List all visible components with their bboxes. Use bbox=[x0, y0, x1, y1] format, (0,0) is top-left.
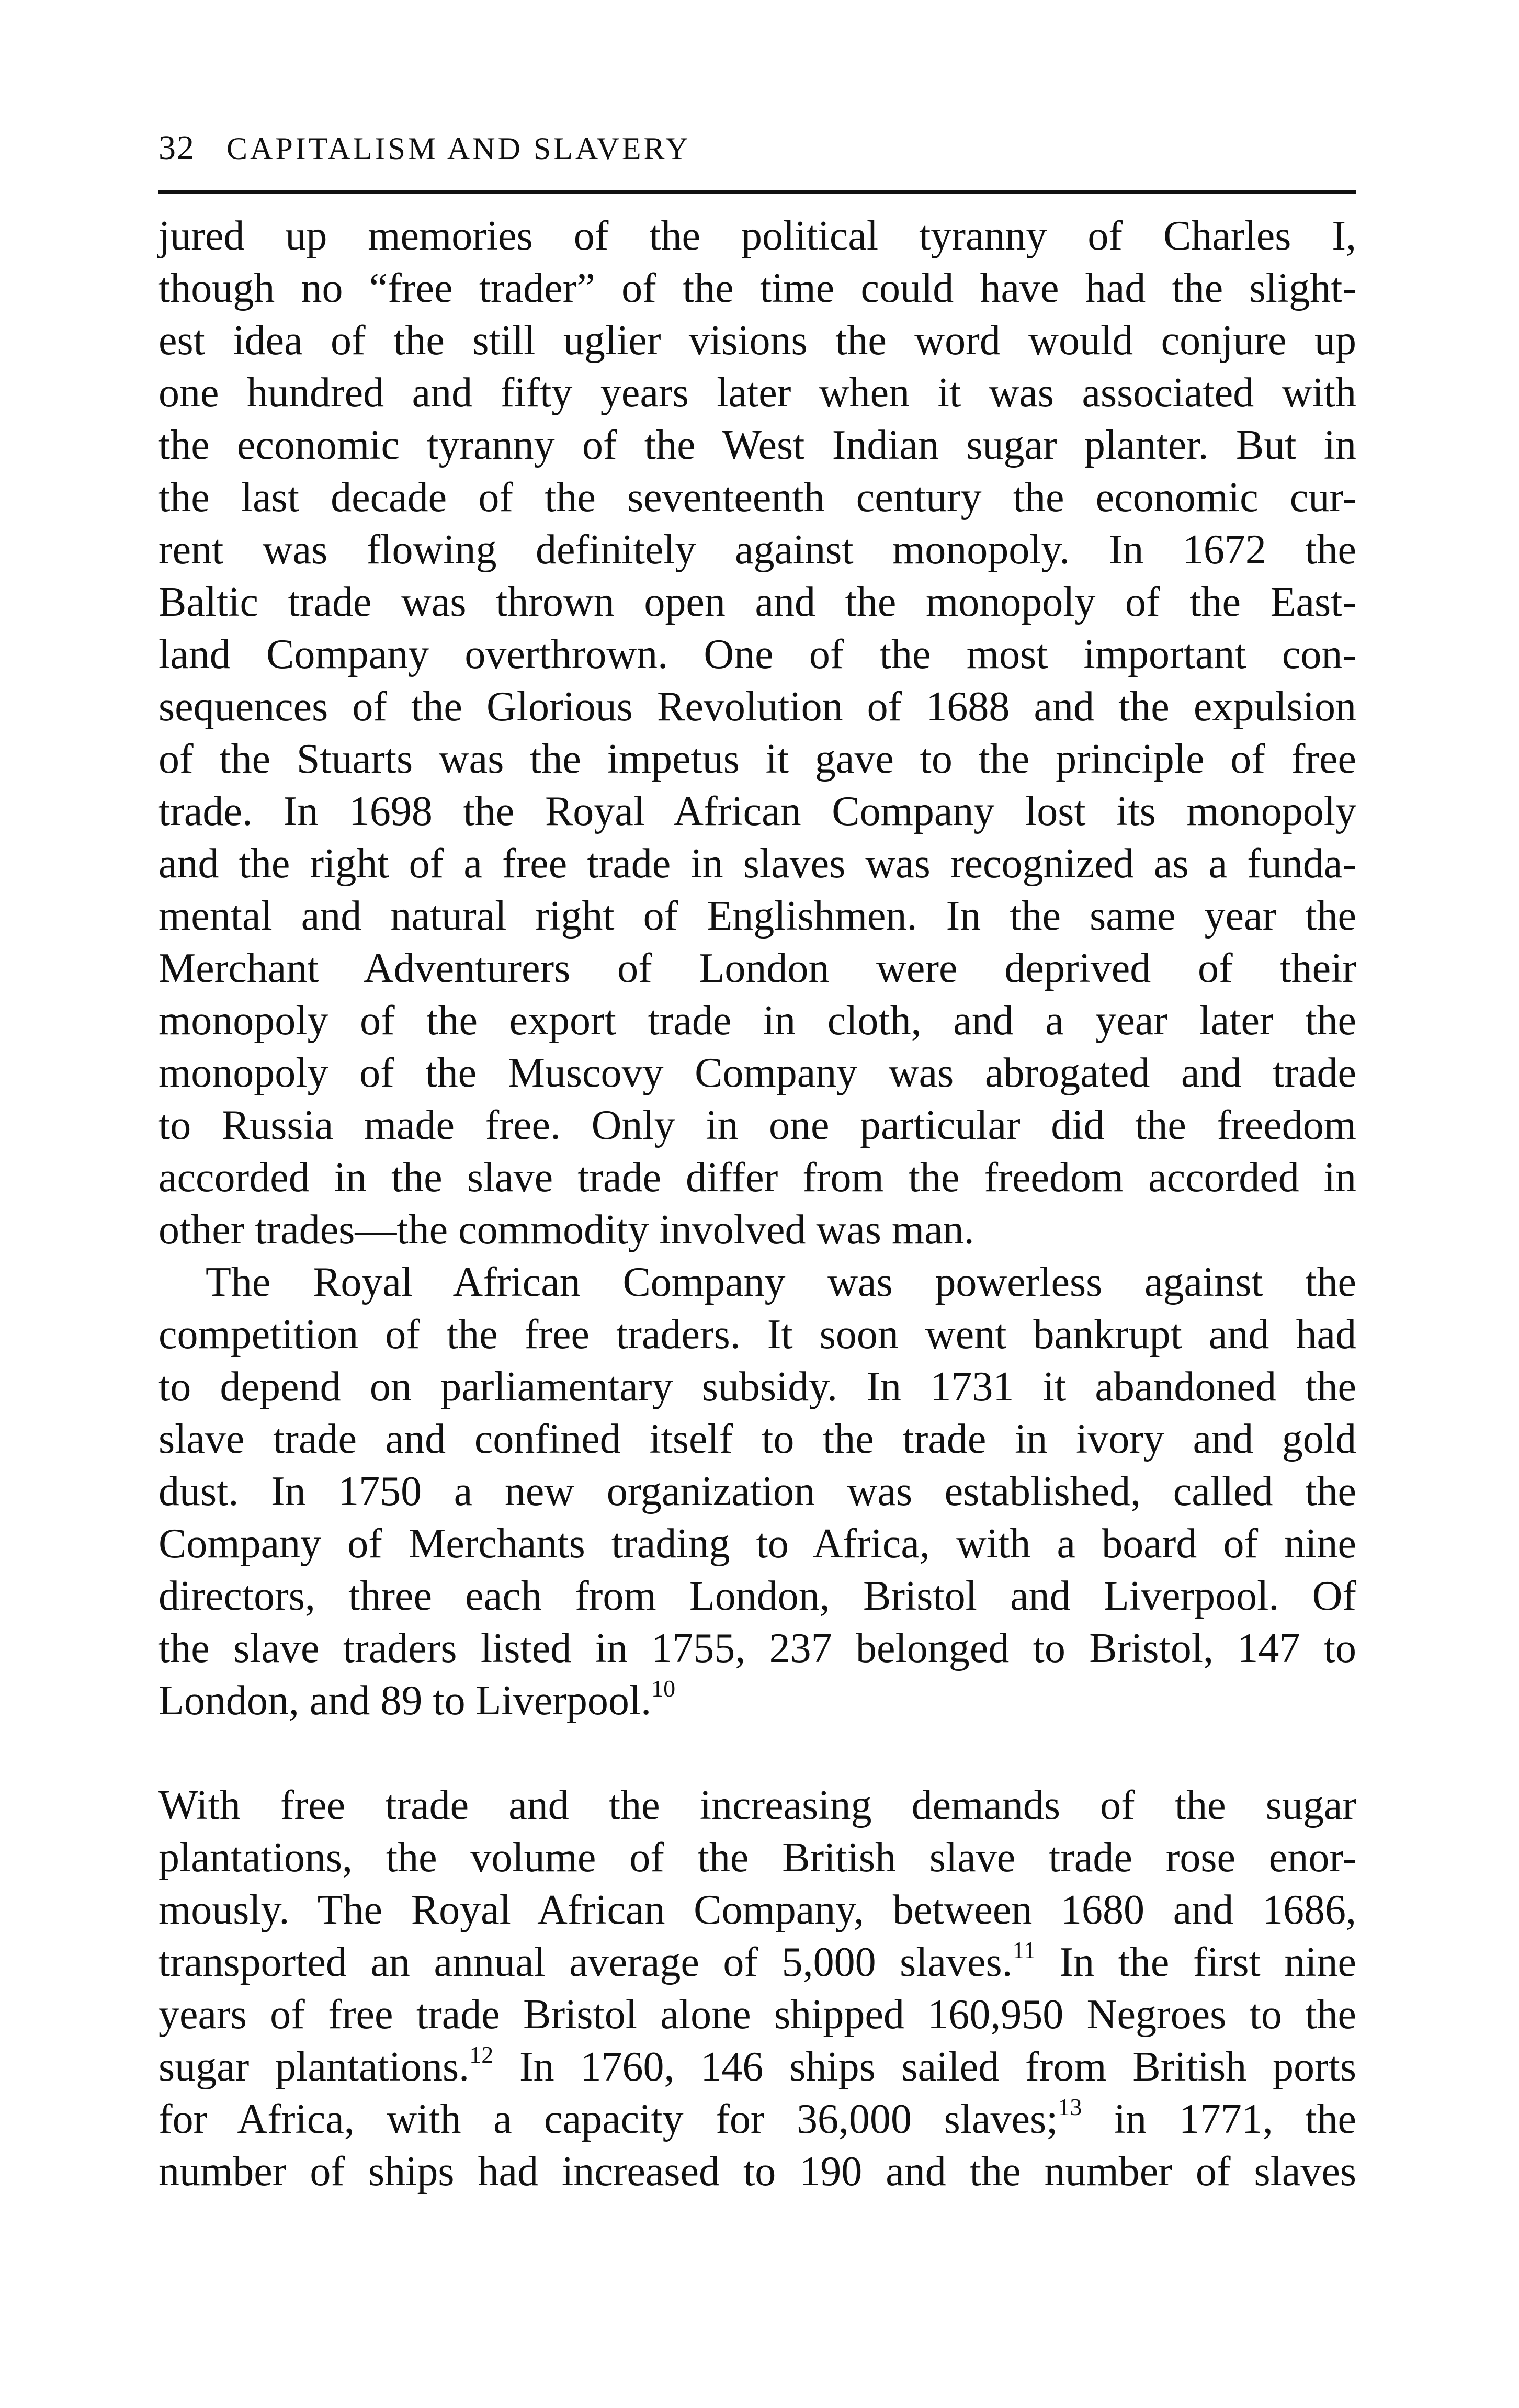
text-line: monopoly of the export trade in cloth, and a year later the bbox=[158, 998, 1356, 1044]
text-line: dust. In 1750 a new organization was established, called the bbox=[158, 1468, 1356, 1514]
section-break bbox=[158, 1727, 1356, 1779]
text-line: to depend on parliamentary subsidy. In 1731 it abandoned the bbox=[158, 1364, 1356, 1410]
footnote-ref: 10 bbox=[651, 1675, 676, 1702]
text-line: mously. The Royal African Company, between 1680 and 1686, bbox=[158, 1887, 1356, 1933]
page-number: 32 bbox=[158, 129, 195, 167]
text-line: Baltic trade was thrown open and the monopoly of the East- bbox=[158, 579, 1356, 625]
line-text: in 1771, the bbox=[1082, 2096, 1356, 2142]
text-line: accorded in the slave trade differ from the freedom accorded in bbox=[158, 1155, 1356, 1201]
text-line: years of free trade Bristol alone shipped 160,950 Negroes to the bbox=[158, 1992, 1356, 2038]
line-text: In 1760, 146 ships sailed from British ports bbox=[493, 2044, 1356, 2090]
text-line: the last decade of the seventeenth century the economic cur- bbox=[158, 474, 1356, 521]
paragraph-2 bbox=[158, 1256, 1356, 1727]
text-line: Company of Merchants trading to Africa, with a board of nine bbox=[158, 1521, 1356, 1567]
running-title: CAPITALISM AND SLAVERY bbox=[226, 131, 691, 166]
text-line: plantations, the volume of the British slave trade rose enor- bbox=[158, 1835, 1356, 1881]
text-line: to Russia made free. Only in one particular did the freedom bbox=[158, 1102, 1356, 1148]
text-line: competition of the free traders. It soon went bankrupt and had bbox=[158, 1312, 1356, 1358]
text-line: est idea of the still uglier visions the word would conjure up bbox=[158, 318, 1356, 364]
line-text: transported an annual average of 5,000 slaves. bbox=[158, 1939, 1013, 1985]
text-line: trade. In 1698 the Royal African Company lost its monopoly bbox=[158, 788, 1356, 834]
text-line: jured up memories of the political tyranny of Charles I, bbox=[158, 213, 1356, 259]
text-line: rent was flowing definitely against monopoly. In 1672 the bbox=[158, 527, 1356, 573]
text-line: number of ships had increased to 190 and the number of slaves bbox=[158, 2149, 1356, 2195]
text-line: slave trade and confined itself to the trade in ivory and gold bbox=[158, 1416, 1356, 1462]
text-line: land Company overthrown. One of the most important con- bbox=[158, 631, 1356, 677]
line-text: London, and 89 to Liverpool. bbox=[158, 1678, 652, 1724]
text-line: the slave traders listed in 1755, 237 belonged to Bristol, 147 to bbox=[158, 1625, 1356, 1671]
text-line: the economic tyranny of the West Indian sugar planter. But in bbox=[158, 422, 1356, 468]
text-line: one hundred and fifty years later when it was associated with bbox=[158, 370, 1356, 416]
text-line: mental and natural right of Englishmen. In the same year the bbox=[158, 893, 1356, 939]
text-line: Merchant Adventurers of London were deprived of their bbox=[158, 945, 1356, 991]
text-line bbox=[158, 1675, 1356, 1727]
running-head bbox=[158, 131, 1356, 194]
paragraph-1 bbox=[158, 210, 1356, 1256]
text-line: directors, three each from London, Bristol and Liverpool. Of bbox=[158, 1573, 1356, 1619]
text-line bbox=[158, 2093, 1356, 2145]
text-line: and the right of a free trade in slaves was recognized as a funda- bbox=[158, 841, 1356, 887]
text-line: With free trade and the increasing demands of the sugar bbox=[158, 1782, 1356, 1828]
paragraph-3 bbox=[158, 1779, 1356, 2198]
text-line: monopoly of the Muscovy Company was abrogated and trade bbox=[158, 1050, 1356, 1096]
text-line: The Royal African Company was powerless against the bbox=[206, 1259, 1356, 1305]
line-text: In the first nine bbox=[1035, 1939, 1357, 1985]
footnote-ref: 11 bbox=[1012, 1937, 1036, 1963]
text-line: though no “free trader” of the time could have had the slight- bbox=[158, 265, 1356, 311]
body-text bbox=[158, 210, 1356, 2198]
line-text: sugar plantations. bbox=[158, 2044, 470, 2090]
book-page bbox=[158, 131, 1356, 2198]
footnote-ref: 13 bbox=[1058, 2094, 1082, 2120]
text-line: other trades—the commodity involved was man. bbox=[158, 1207, 974, 1253]
text-line bbox=[158, 1936, 1356, 1988]
text-line bbox=[158, 2041, 1356, 2093]
text-line: of the Stuarts was the impetus it gave to the principle of free bbox=[158, 736, 1356, 782]
line-text: for Africa, with a capacity for 36,000 slaves; bbox=[158, 2096, 1058, 2142]
text-line: sequences of the Glorious Revolution of 1688 and the expulsion bbox=[158, 684, 1356, 730]
footnote-ref: 12 bbox=[469, 2041, 494, 2068]
